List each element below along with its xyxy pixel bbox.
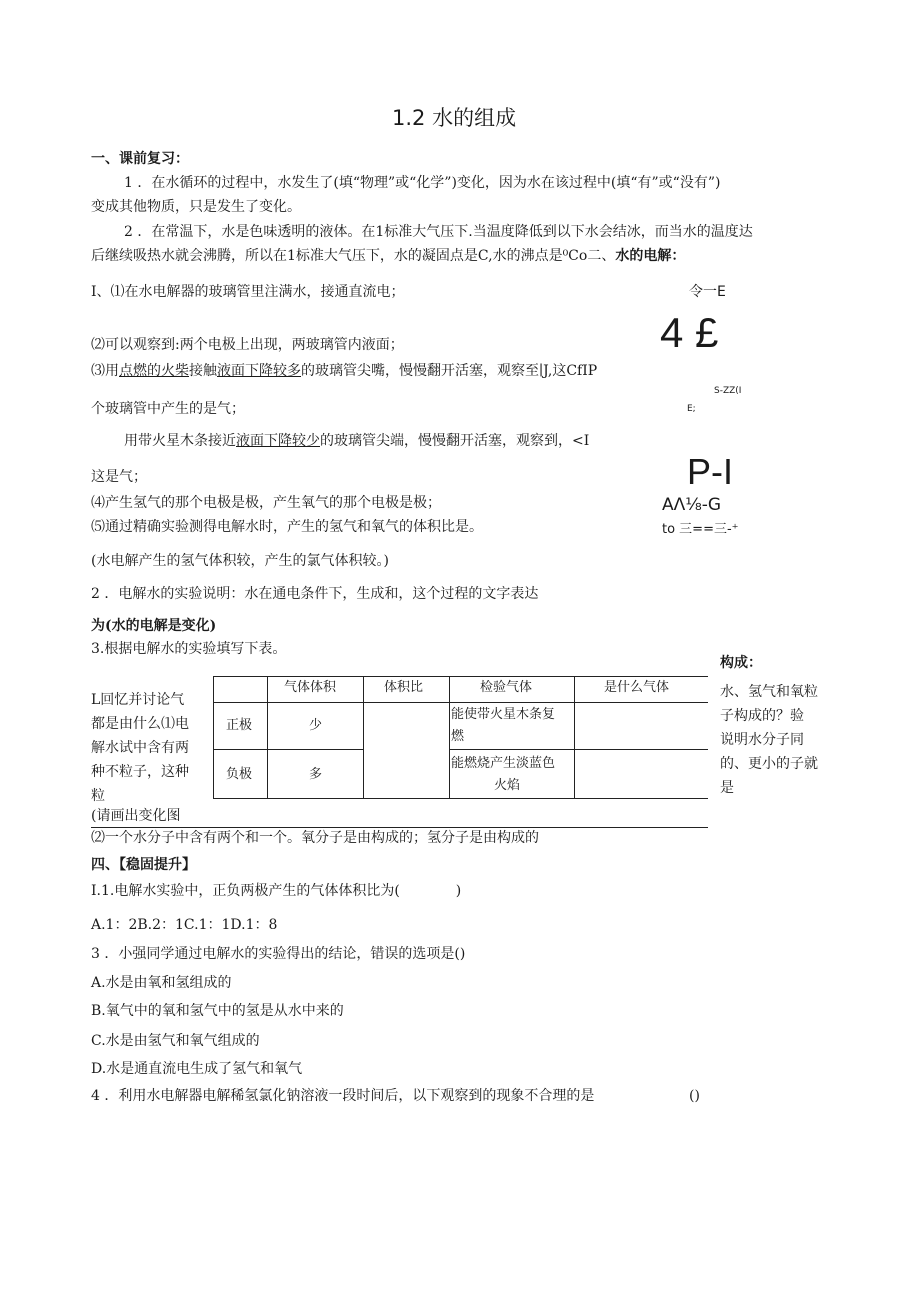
right-block-line-3: 说明水分子同	[720, 732, 804, 748]
left-block-line-5: 粒	[91, 788, 105, 804]
practice-question-3-option-b: B.氧气中的氧和氢气中的氢是从水中来的	[91, 1003, 344, 1019]
table-rule	[213, 702, 708, 703]
item-4-suffix: 的玻璃管尖端，慢慢翻开活塞，观察到，<I	[320, 433, 590, 449]
table-rule	[449, 749, 708, 750]
right-block-line-4: 的、更小的子就	[720, 756, 818, 772]
item-3-line-1	[91, 363, 597, 380]
figure-label-5: P-I	[687, 451, 734, 492]
left-block-line-4: 种不粒子，这种	[91, 764, 189, 780]
section-heading-review: 一、课前复习：	[91, 151, 189, 167]
table-row-label: 正极	[226, 718, 253, 733]
table-rule	[91, 827, 708, 828]
item-4-prefix: 用带火星木条接近	[124, 433, 236, 449]
figure-label-1: 令一E	[689, 284, 726, 300]
table-cell-test-line-2: 燃	[451, 729, 465, 744]
right-block-line-2: 子构成的？验	[720, 708, 804, 724]
figure-label-2: 4 £	[660, 309, 719, 356]
right-block-text	[720, 680, 818, 800]
item-3-suffix: 的玻璃管尖嘴，慢慢翻开活塞，观察至∣J,这CfIP	[301, 363, 598, 379]
practice-question-1: I.1.电解水实验中，正负两极产生的气体体积比为( )	[91, 883, 462, 899]
right-block-heading: 构成：	[720, 655, 762, 671]
left-block-text	[91, 688, 189, 808]
note-3: 3.根据电解水的实验填写下表。	[91, 641, 287, 657]
figure-label-7: to 三==三-⁺	[662, 522, 739, 537]
item-4-line-1	[124, 433, 589, 450]
note-2-line-1: 2 ．电解水的实验说明：水在通电条件下，生成和，这个过程的文字表达	[91, 586, 539, 602]
table-row-label: 负极	[226, 767, 253, 782]
item-3-middle: 接触	[189, 363, 217, 379]
table-rule	[213, 676, 708, 677]
left-block-line-2: 都是由什么⑴电	[91, 716, 189, 732]
practice-question-3-option-d: D.水是通直流电生成了氢气和氧气	[91, 1061, 303, 1077]
question-1-line-1: 1 ．在水循环的过程中，水发生了(填“物理”或“化学”)变化，因为水在该过程中(填“有”或“没有”)	[124, 175, 721, 191]
item-3-underline-match: 点燃的火柴	[119, 363, 189, 379]
table-cell-volume: 少	[309, 718, 323, 733]
page-title: 1.2 水的组成	[392, 106, 517, 130]
practice-question-3-option-a: A.水是由氧和氢组成的	[91, 975, 232, 991]
table-rule	[449, 676, 450, 799]
molecule-question: ⑵一个水分子中含有两个和一个。氧分子是由构成的；氢分子是由构成的	[91, 830, 539, 846]
table-header: 是什么气体	[604, 680, 670, 695]
table-cell-test-line-2: 火焰	[494, 778, 521, 793]
table-cell-volume: 多	[309, 767, 323, 782]
item-5: ⑷产生氢气的那个电极是极，产生氧气的那个电极是极；	[91, 495, 441, 511]
left-block-line-6: (请画出变化图	[91, 808, 181, 824]
right-block-line-5: 是	[720, 780, 734, 796]
item-4-line-2: 这是气；	[91, 469, 147, 485]
left-block-line-1: L回忆并讨论气	[91, 692, 185, 708]
practice-question-4-answer-paren: ()	[689, 1088, 700, 1104]
question-1-line-2: 变成其他物质，只是发生了变化。	[91, 199, 301, 215]
item-3-prefix: ⑶用	[91, 363, 119, 379]
table-rule	[213, 798, 708, 799]
left-block-line-3: 解水试中含有两	[91, 740, 189, 756]
table-rule	[363, 676, 364, 799]
practice-question-1-options: A.1：2B.2：1C.1：1D.1：8	[91, 917, 278, 933]
table-header: 气体体积	[284, 680, 337, 695]
item-3-line-2: 个玻璃管中产生的是气；	[91, 401, 245, 417]
practice-question-3: 3 ．小强同学通过电解水的实验得出的结论，错误的选项是()	[91, 946, 466, 962]
right-block-line-1: 水、氢气和氧粒	[720, 684, 818, 700]
section-heading-consolidation: 四、【稳固提升】	[91, 857, 196, 873]
practice-question-4: 4 ．利用水电解器电解稀氢氯化钠溶液一段时间后，以下观察到的现象不合理的是	[91, 1088, 595, 1104]
item-1: I、⑴在水电解器的玻璃管里注满水，接通直流电；	[91, 284, 405, 300]
table-rule	[267, 676, 268, 799]
question-2-line-1: 2 ．在常温下，水是色味透明的液体。在1标准大气压下.当温度降低到以下水会结冰，而当水的温度达	[124, 224, 753, 240]
section-heading-electrolysis: 水的电解：	[615, 248, 686, 264]
item-6: ⑸通过精确实验测得电解水时，产生的氢气和氧气的体积比是。	[91, 519, 483, 535]
table-header: 体积比	[384, 680, 424, 695]
figure-label-3: S-ZZ(I	[714, 386, 742, 396]
item-3-underline-level: 液面下降较多	[217, 363, 301, 379]
item-2: ⑵可以观察到:两个电极上出现，两玻璃管内液面；	[91, 337, 404, 353]
figure-label-4: E;	[687, 404, 696, 414]
question-2-line-2	[91, 248, 685, 265]
practice-question-3-option-c: C.水是由氢气和氧气组成的	[91, 1033, 260, 1049]
table-cell-test-line-1: 能燃烧产生淡蓝色	[451, 756, 556, 771]
question-2-text: 后继续吸热水就会沸腾，所以在1标准大气压下，水的凝固点是C,水的沸点是⁰Co二、	[91, 248, 616, 264]
figure-label-6: AΛ⅛-G	[662, 495, 722, 515]
note-2-line-2: 为(水的电解是变化)	[91, 618, 217, 634]
table-header: 检验气体	[480, 680, 533, 695]
table-cell-test-line-1: 能使带火星木条复	[451, 707, 556, 722]
item-7: (水电解产生的氢气体积较，产生的氯气体积较。)	[91, 553, 389, 569]
table-rule	[213, 676, 214, 799]
table-rule	[213, 749, 363, 750]
table-rule	[574, 676, 575, 799]
item-4-underline: 液面下降较少	[236, 433, 320, 449]
